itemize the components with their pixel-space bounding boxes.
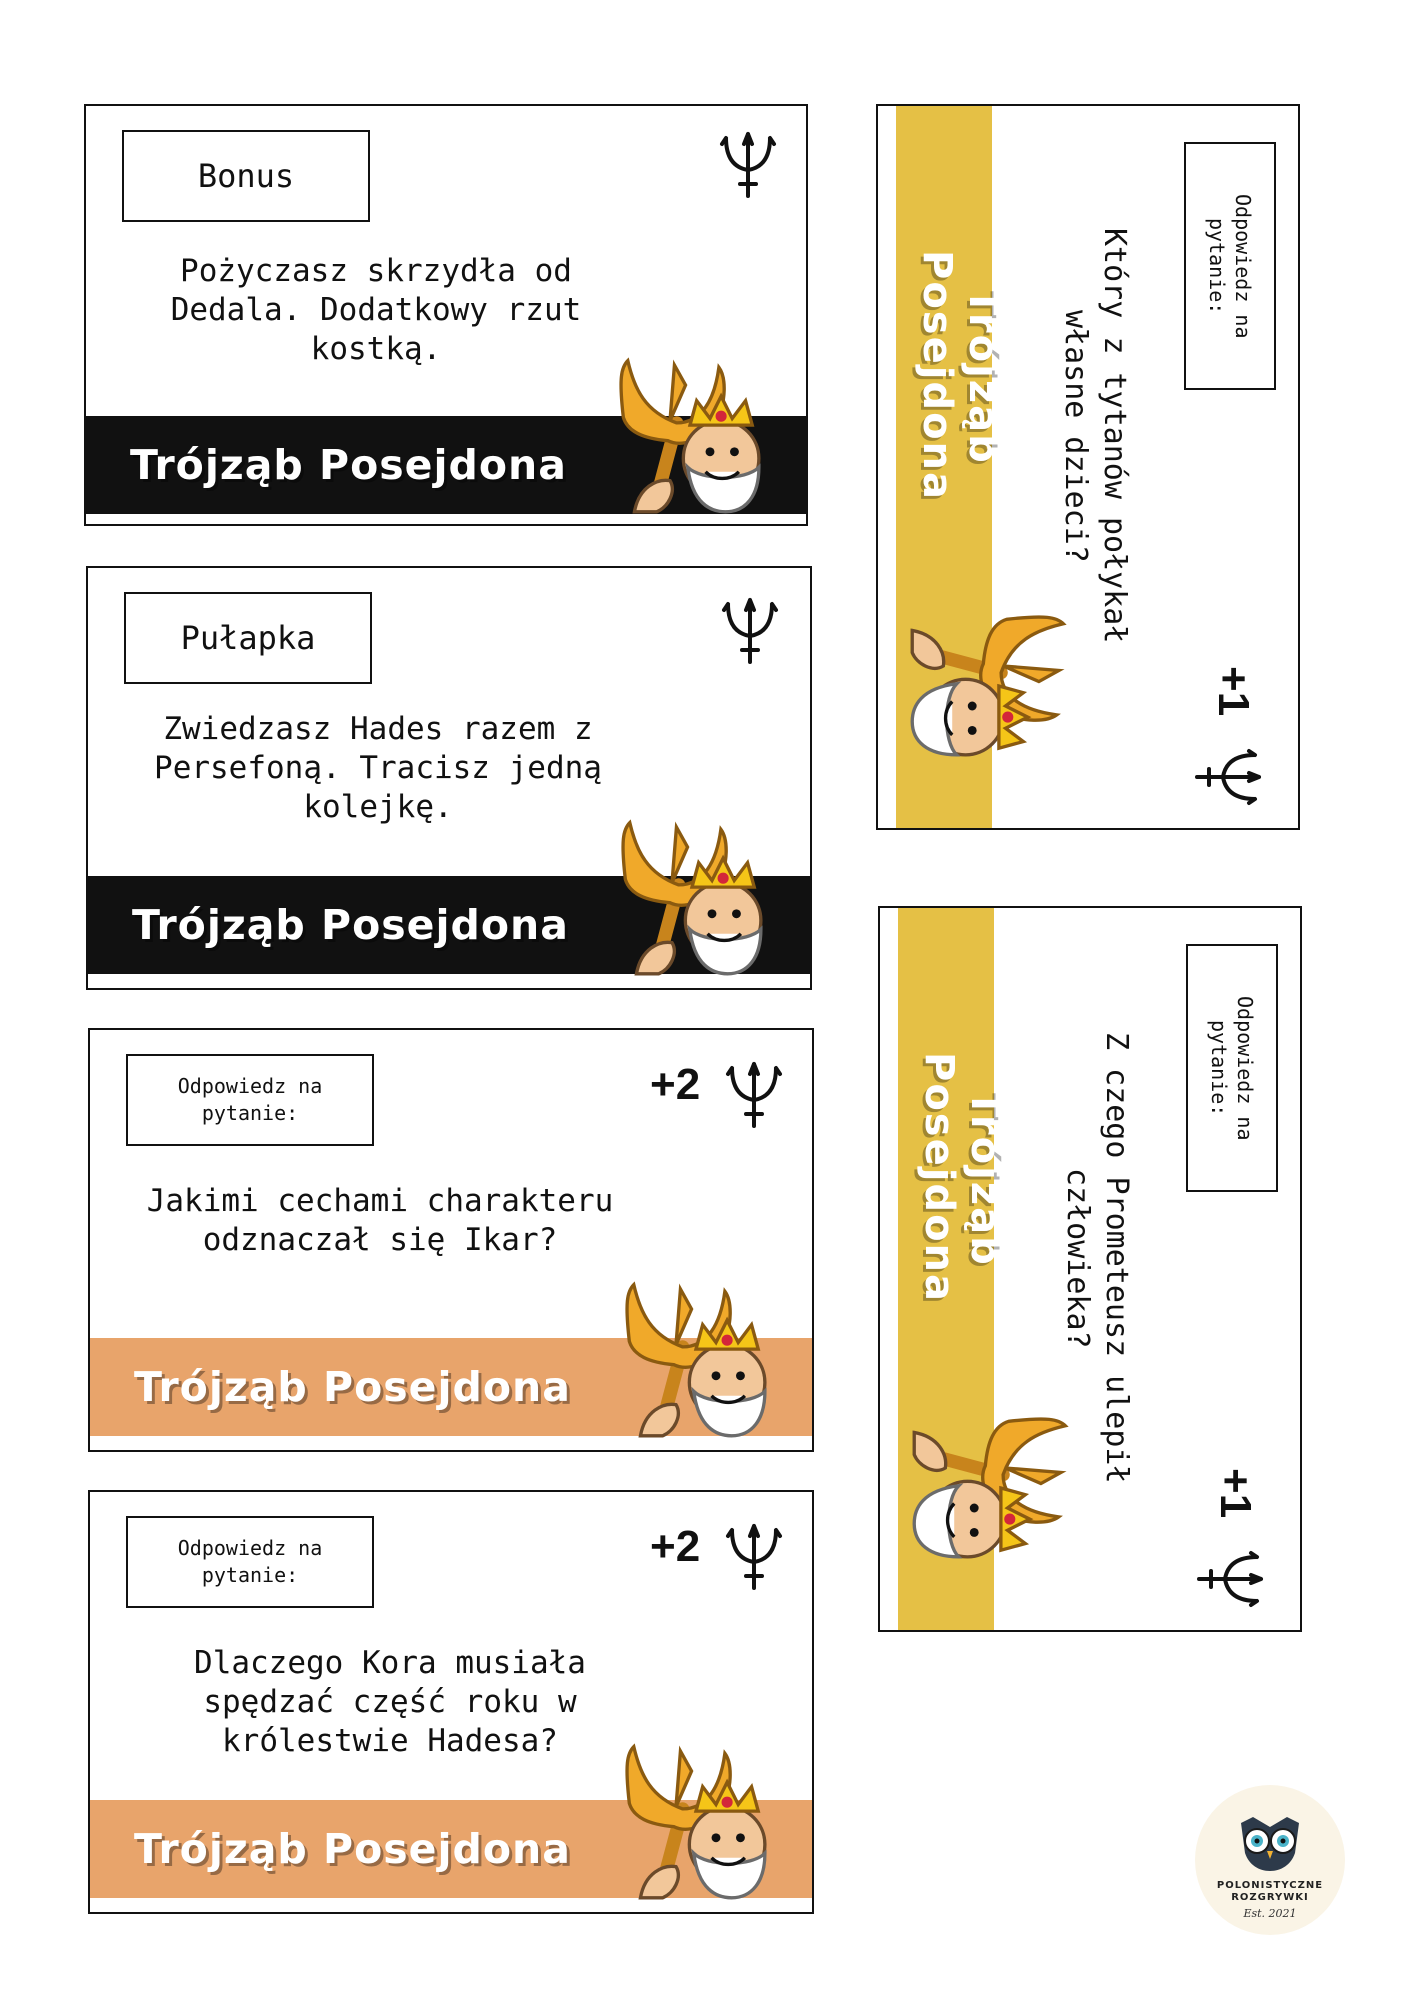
poseidon-mascot-icon — [910, 1388, 1074, 1588]
points-value: +1 — [1209, 666, 1258, 717]
card-text: Zwiedzasz Hades razem z Persefoną. Tracisz jedną kolejkę. — [154, 711, 602, 825]
trident-icon — [720, 594, 780, 664]
trident-icon — [724, 1520, 784, 1590]
banner-title: Trójząb Posejdona — [134, 1825, 571, 1873]
card-text: Pożyczasz skrzydła od Dedala. Dodatkowy rzut kostką. — [170, 253, 582, 367]
trident-icon — [1197, 1549, 1267, 1609]
points-value: +2 — [650, 1060, 701, 1109]
logo-line1: POLONISTYCZNE — [1216, 1880, 1324, 1891]
card-text: Który z tytanów połykał własne dzieci? — [1058, 228, 1132, 644]
card-question-prometheus — [878, 906, 1302, 1632]
owl-icon — [1235, 1813, 1305, 1873]
banner-title: Trójząb Posejdona — [132, 901, 569, 949]
poseidon-mascot-icon — [590, 352, 790, 516]
card-question-titans — [876, 104, 1300, 830]
card-type-text: Odpowiedz na pytanie: — [1205, 193, 1255, 339]
banner-title: Trójząb Posejdona — [130, 441, 567, 489]
banner-title: Trójząb Posejdona — [914, 250, 1006, 502]
card-type-label: Odpowiedz na pytanie: — [126, 1054, 374, 1146]
banner-title: Trójząb Posejdona — [916, 1052, 1008, 1304]
card-type-label: Pułapka — [124, 592, 372, 684]
trident-icon — [1195, 747, 1265, 807]
logo-established: Est. 2021 — [1243, 1907, 1297, 1920]
card-type-text: Odpowiedz na pytanie: — [1207, 995, 1257, 1141]
poseidon-mascot-icon — [592, 814, 792, 978]
poseidon-mascot-icon — [596, 1738, 796, 1902]
logo-line2: ROZGRYWKI — [1231, 1892, 1309, 1903]
card-question-ikar — [88, 1028, 814, 1452]
poseidon-mascot-icon — [908, 586, 1072, 786]
card-type-label: Odpowiedz na pytanie: — [126, 1516, 374, 1608]
points-value: +2 — [650, 1522, 701, 1571]
card-bonus — [84, 104, 808, 526]
trident-icon — [724, 1058, 784, 1128]
card-text: Jakimi cechami charakteru odznaczał się Ikar? — [146, 1183, 614, 1258]
brand-logo — [1195, 1785, 1345, 1935]
banner-title: Trójząb Posejdona — [134, 1363, 571, 1411]
trident-icon — [718, 128, 778, 198]
card-type-label — [1184, 142, 1276, 390]
card-type-label: Bonus — [122, 130, 370, 222]
card-trap — [86, 566, 812, 990]
logo-name — [1195, 1880, 1345, 1904]
card-question-kora — [88, 1490, 814, 1914]
poseidon-mascot-icon — [596, 1276, 796, 1440]
card-text: Z czego Prometeusz ulepił człowieka? — [1060, 1032, 1134, 1484]
points-value: +1 — [1211, 1468, 1260, 1519]
card-text: Dlaczego Kora musiała spędzać część roku w królestwie Hadesa? — [194, 1645, 586, 1759]
card-type-label — [1186, 944, 1278, 1192]
